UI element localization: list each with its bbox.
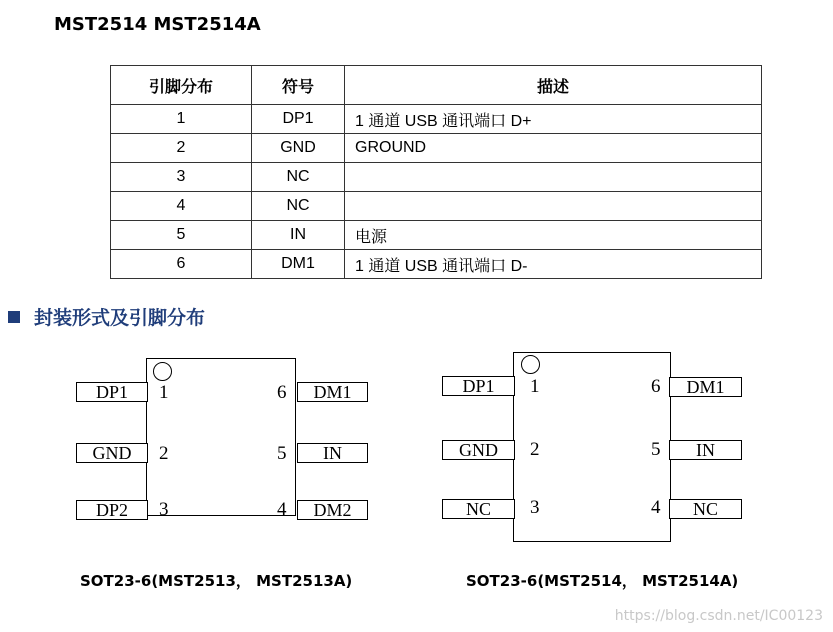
header-description: 描述 xyxy=(345,66,762,105)
pin-label-right: DM2 xyxy=(297,500,368,520)
table-row xyxy=(111,221,762,250)
section-heading xyxy=(8,303,205,330)
pin-number: 1 xyxy=(159,382,169,403)
table-row xyxy=(111,192,762,221)
watermark: https://blog.csdn.net/IC00123 xyxy=(614,608,823,624)
pin1-marker-icon xyxy=(521,355,540,374)
cell-symbol: IN xyxy=(252,221,345,250)
pin-number: 1 xyxy=(530,376,540,397)
package-caption: SOT23-6(MST2514， MST2514A) xyxy=(466,572,739,590)
pin-label-right: NC xyxy=(669,499,742,519)
section-title: 封装形式及引脚分布 xyxy=(34,307,206,329)
cell-pin: 1 xyxy=(111,105,252,134)
cell-symbol: GND xyxy=(252,134,345,163)
pin-number: 6 xyxy=(277,382,287,403)
cell-description: 1 通道 USB 通讯端口 D+ xyxy=(345,105,762,134)
cell-pin: 2 xyxy=(111,134,252,163)
pin-label-left: GND xyxy=(442,440,515,460)
pin-label-left: DP1 xyxy=(76,382,148,402)
pin-number: 3 xyxy=(159,499,169,520)
pin-number: 4 xyxy=(277,499,287,520)
pin1-marker-icon xyxy=(153,362,172,381)
cell-description xyxy=(345,192,762,221)
pin-label-left: NC xyxy=(442,499,515,519)
package-caption: SOT23-6(MST2513， MST2513A) xyxy=(80,572,353,590)
pin-label-right: DM1 xyxy=(669,377,742,397)
pin-number: 6 xyxy=(651,376,661,397)
table-row xyxy=(111,250,762,279)
cell-description: 电源 xyxy=(345,221,762,250)
cell-pin: 3 xyxy=(111,163,252,192)
pin-label-right: DM1 xyxy=(297,382,368,402)
pin-number: 5 xyxy=(651,439,661,460)
pin-number: 3 xyxy=(530,497,540,518)
cell-symbol: NC xyxy=(252,163,345,192)
pin-number: 2 xyxy=(530,439,540,460)
pin-label-right: IN xyxy=(669,440,742,460)
cell-pin: 6 xyxy=(111,250,252,279)
cell-symbol: DP1 xyxy=(252,105,345,134)
chip-body xyxy=(146,358,296,516)
cell-description: GROUND xyxy=(345,134,762,163)
pin-number: 4 xyxy=(651,497,661,518)
pin-table xyxy=(110,65,762,279)
cell-symbol: NC xyxy=(252,192,345,221)
cell-pin: 5 xyxy=(111,221,252,250)
table-row xyxy=(111,134,762,163)
pin-number: 2 xyxy=(159,443,169,464)
cell-description: 1 通道 USB 通讯端口 D- xyxy=(345,250,762,279)
pin-number: 5 xyxy=(277,443,287,464)
pin-label-left: DP2 xyxy=(76,500,148,520)
square-bullet-icon xyxy=(8,311,20,323)
cell-symbol: DM1 xyxy=(252,250,345,279)
document-title: MST2514 MST2514A xyxy=(54,14,261,35)
table-row xyxy=(111,163,762,192)
table-row xyxy=(111,105,762,134)
pin-label-right: IN xyxy=(297,443,368,463)
pin-label-left: DP1 xyxy=(442,376,515,396)
table-header-row xyxy=(111,66,762,105)
cell-pin: 4 xyxy=(111,192,252,221)
header-symbol: 符号 xyxy=(252,66,345,105)
cell-description xyxy=(345,163,762,192)
header-pin: 引脚分布 xyxy=(111,66,252,105)
pin-label-left: GND xyxy=(76,443,148,463)
